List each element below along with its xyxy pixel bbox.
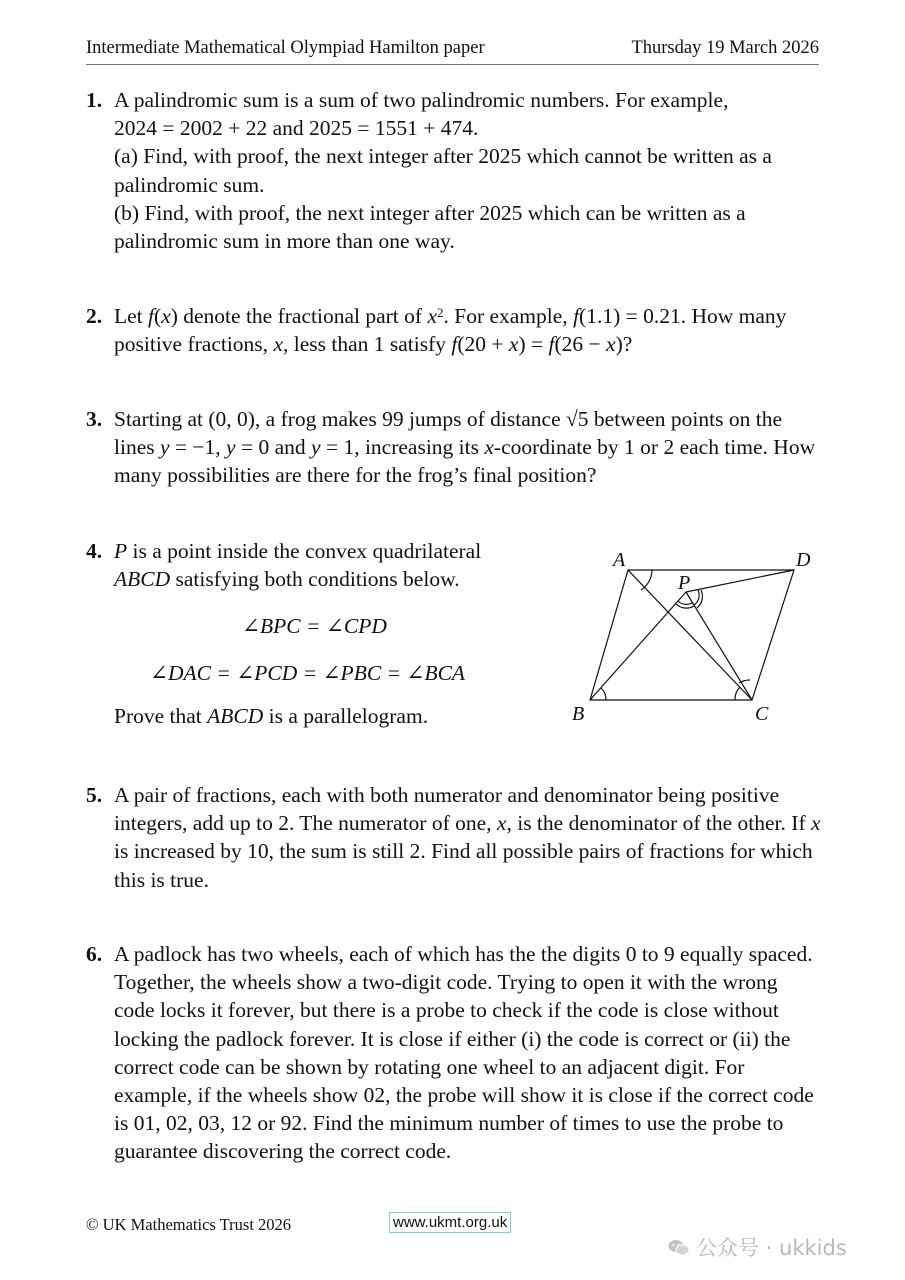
copyright-notice: © UK Mathematics Trust 2026: [86, 1215, 292, 1234]
problem-1: [86, 86, 821, 255]
watermark-text: 公众号 · ukkids: [696, 1236, 847, 1260]
problem-2: [86, 302, 821, 358]
problem-text: A padlock has two wheels, each of which has the the digits 0 to 9 equally spaced. Together, the wheels show a two-digit code. Trying to open it with the wrong code locks it forever, but there is a probe to check if the code is close without locking the padlock forever. It is close if either (i) the code is correct or (ii) the correct code can be shown by rotating one wheel to an adjacent digit. For example, if the wheels show 02, the probe will show it is close if the correct code is 01, 02, 03, 12 or 92. Find the minimum number of times to use the probe to guarantee discovering the correct code.: [114, 942, 814, 1164]
problem-part-b: (b) Find, with proof, the next integer after 2025 which can be written as a palindromic sum in more than one way.: [114, 200, 746, 254]
problem-example: 2024 = 2002 + 22 and 2025 = 1551 + 474.: [114, 116, 479, 141]
problem-part-a: (a) Find, with proof, the next integer after 2025 which cannot be written as a palindromic sum.: [114, 144, 772, 197]
problem-number: 6.: [86, 942, 103, 966]
watermark: [668, 1232, 847, 1262]
paper-date: Thursday 19 March 2026: [631, 38, 819, 58]
segment-bp: [590, 592, 686, 700]
problem-text: A pair of fractions, each with both numerator and denominator being positive integers, add up to 2. The numerator of one, x, is the denominator of the other. If x is increased by 10, the sum is still 2. Find all possible pairs of fractions for which this is true.: [114, 783, 821, 892]
header-divider: [86, 64, 819, 65]
problem-text: Let f(x) denote the fractional part of $x^2$. For example, f(1.1) = 0.21. How many positive fractions, x, less than 1 satisfy f(20 + x) = f(26 − x)?: [114, 304, 787, 357]
problem-number: 5.: [86, 783, 103, 807]
problem-6: [86, 940, 821, 1166]
problem-number: 3.: [86, 407, 103, 431]
angle-arc-p-4: [697, 590, 702, 608]
problem-5: [86, 781, 821, 894]
quadrilateral-diagram: [570, 546, 820, 726]
paper-title: Intermediate Mathematical Olympiad Hamilton paper: [86, 38, 485, 58]
angle-arc-p-1: [678, 601, 692, 604]
condition-equation-2: ∠DAC = ∠PCD = ∠PBC = ∠BCA: [150, 661, 466, 685]
label-c: C: [755, 703, 769, 725]
problem-text: P is a point inside the convex quadrilateral ABCD satisfying both conditions below.: [114, 539, 482, 592]
problem-3: [86, 405, 821, 490]
label-d: D: [796, 549, 811, 571]
angle-arc-c-1: [735, 687, 740, 700]
wechat-icon: [668, 1239, 690, 1257]
problem-4-conclusion: [86, 702, 536, 730]
page-header: [86, 38, 819, 62]
angle-arc-b: [601, 688, 606, 700]
quadrilateral-abcd: [590, 570, 794, 700]
label-b: B: [572, 703, 585, 725]
angle-arc-a: [641, 570, 652, 590]
problem-number: 1.: [86, 88, 103, 112]
angle-arc-p-3: [694, 590, 699, 605]
problem-4: [86, 537, 536, 593]
problem-text: Prove that ABCD is a parallelogram.: [114, 704, 429, 728]
segment-pc: [686, 592, 752, 700]
website-link[interactable]: www.ukmt.org.uk: [389, 1212, 511, 1233]
label-a: A: [613, 549, 626, 571]
quadrilateral-svg: [570, 546, 820, 726]
segment-pd: [686, 570, 794, 592]
condition-equation-1: ∠BPC = ∠CPD: [242, 614, 387, 638]
problem-text: Starting at (0, 0), a frog makes 99 jumps of distance √5 between points on the lines y = −1, y = 0 and y = 1, increasing its x-coordinate by 1 or 2 each time. How many possibilities are there for the frog’s final position?: [114, 407, 816, 488]
label-p: P: [678, 572, 691, 594]
problem-number: 2.: [86, 304, 103, 328]
problem-number: 4.: [86, 539, 103, 563]
problem-text: A palindromic sum is a sum of two palindromic numbers. For example,: [114, 88, 729, 112]
